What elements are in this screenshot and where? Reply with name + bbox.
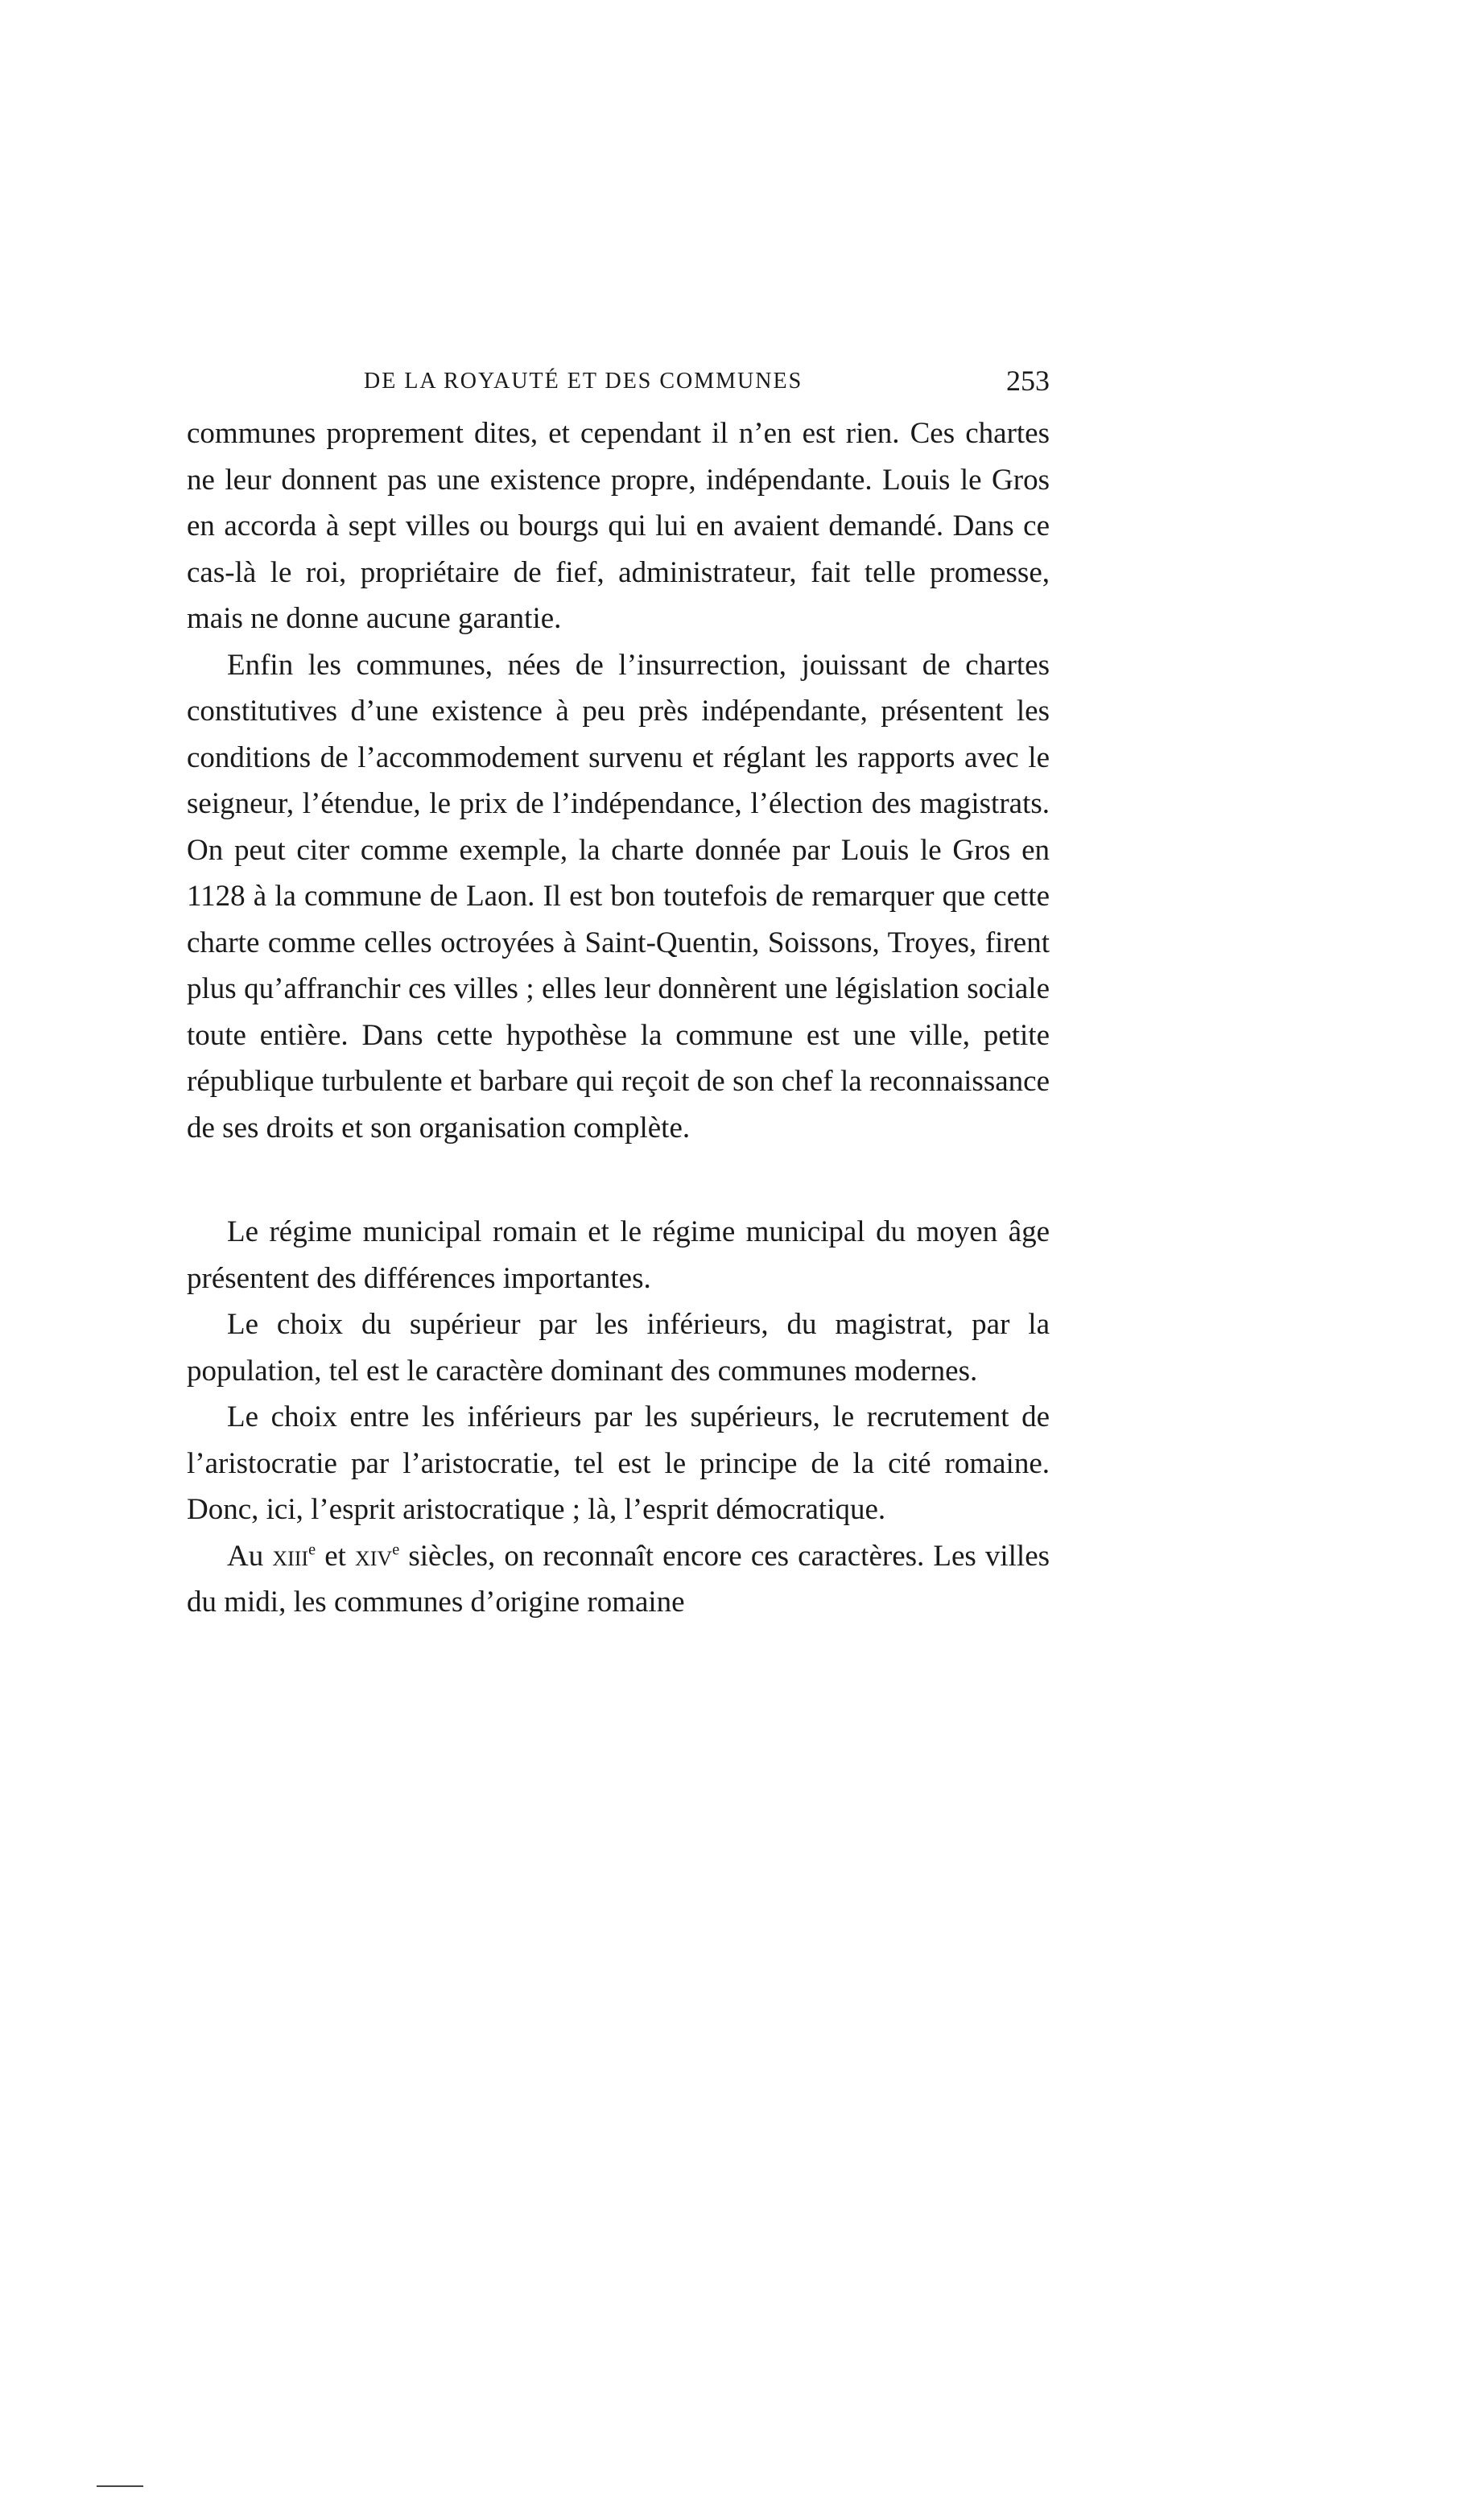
- book-page: [187, 346, 1050, 1626]
- page-number: 253: [1006, 365, 1050, 397]
- century-13: xiii: [272, 1539, 309, 1573]
- bottom-rule: [97, 2485, 143, 2487]
- paragraph-regime: Le régime municipal romain et le régime municipal du moyen âge présentent des différences importantes.: [187, 1215, 1050, 1295]
- paragraph-choix-inferieurs: Le choix entre les inférieurs par les supérieurs, le recrutement de l’aristocratie par l’aristocratie, tel est le principe de la cité romaine. Donc, ici, l’esprit aristocratique ; là, l’esprit démocratique.: [187, 1400, 1050, 1526]
- paragraph-choix-superieur: Le choix du supérieur par les inférieurs, du magistrat, par la population, tel est le caractère dominant des communes modernes.: [187, 1308, 1050, 1388]
- body-text: [187, 410, 1050, 1626]
- paragraph-communes: Enfin les communes, nées de l’insurrection, jouissant de chartes constitutives d’une existence à peu près indépendante, présentent les conditions de l’accommodement survenu et réglant les rapports avec le seigneur, l’étendue, le prix de l’indépendance, l’élection des magistrats. On peut citer comme exemple, la charte donnée par Louis le Gros en 1128 à la commune de Laon. Il est bon toutefois de remarquer que cette charte comme celles octroyées à Saint-Quentin, Soissons, Troyes, firent plus qu’affranchir ces villes ; elles leur donnèrent une législation sociale toute entière. Dans cette hypothèse la commune est une ville, petite république turbulente et barbare qui reçoit de son chef la reconnaissance de ses droits et son organisation complète.: [187, 648, 1050, 1145]
- paragraph-continuation: communes proprement dites, et cependant il n’en est rien. Ces chartes ne leur donnent pas une existence propre, indépendante. Louis le Gros en accorda à sept villes ou bourgs qui lui en avaient demandé. Dans ce cas-là le roi, propriétaire de fief, administrateur, fait telle promesse, mais ne donne aucune garantie.: [187, 417, 1050, 635]
- running-header: [187, 346, 1050, 410]
- section-gap: [187, 1151, 1050, 1209]
- century-13-suffix: e: [308, 1540, 316, 1559]
- century-14-suffix: e: [392, 1540, 400, 1559]
- paragraph-siecles: [187, 1533, 1050, 1626]
- running-title: DE LA ROYAUTÉ ET DES COMMUNES: [364, 369, 803, 394]
- paragraph-rest: siècles, on reconnaît encore ces caractères. Les villes du midi, les communes d’origine romaine: [187, 1539, 1050, 1619]
- century-14: xiv: [355, 1539, 393, 1573]
- conjunction: et: [324, 1539, 346, 1573]
- lead-word: Au: [227, 1539, 264, 1573]
